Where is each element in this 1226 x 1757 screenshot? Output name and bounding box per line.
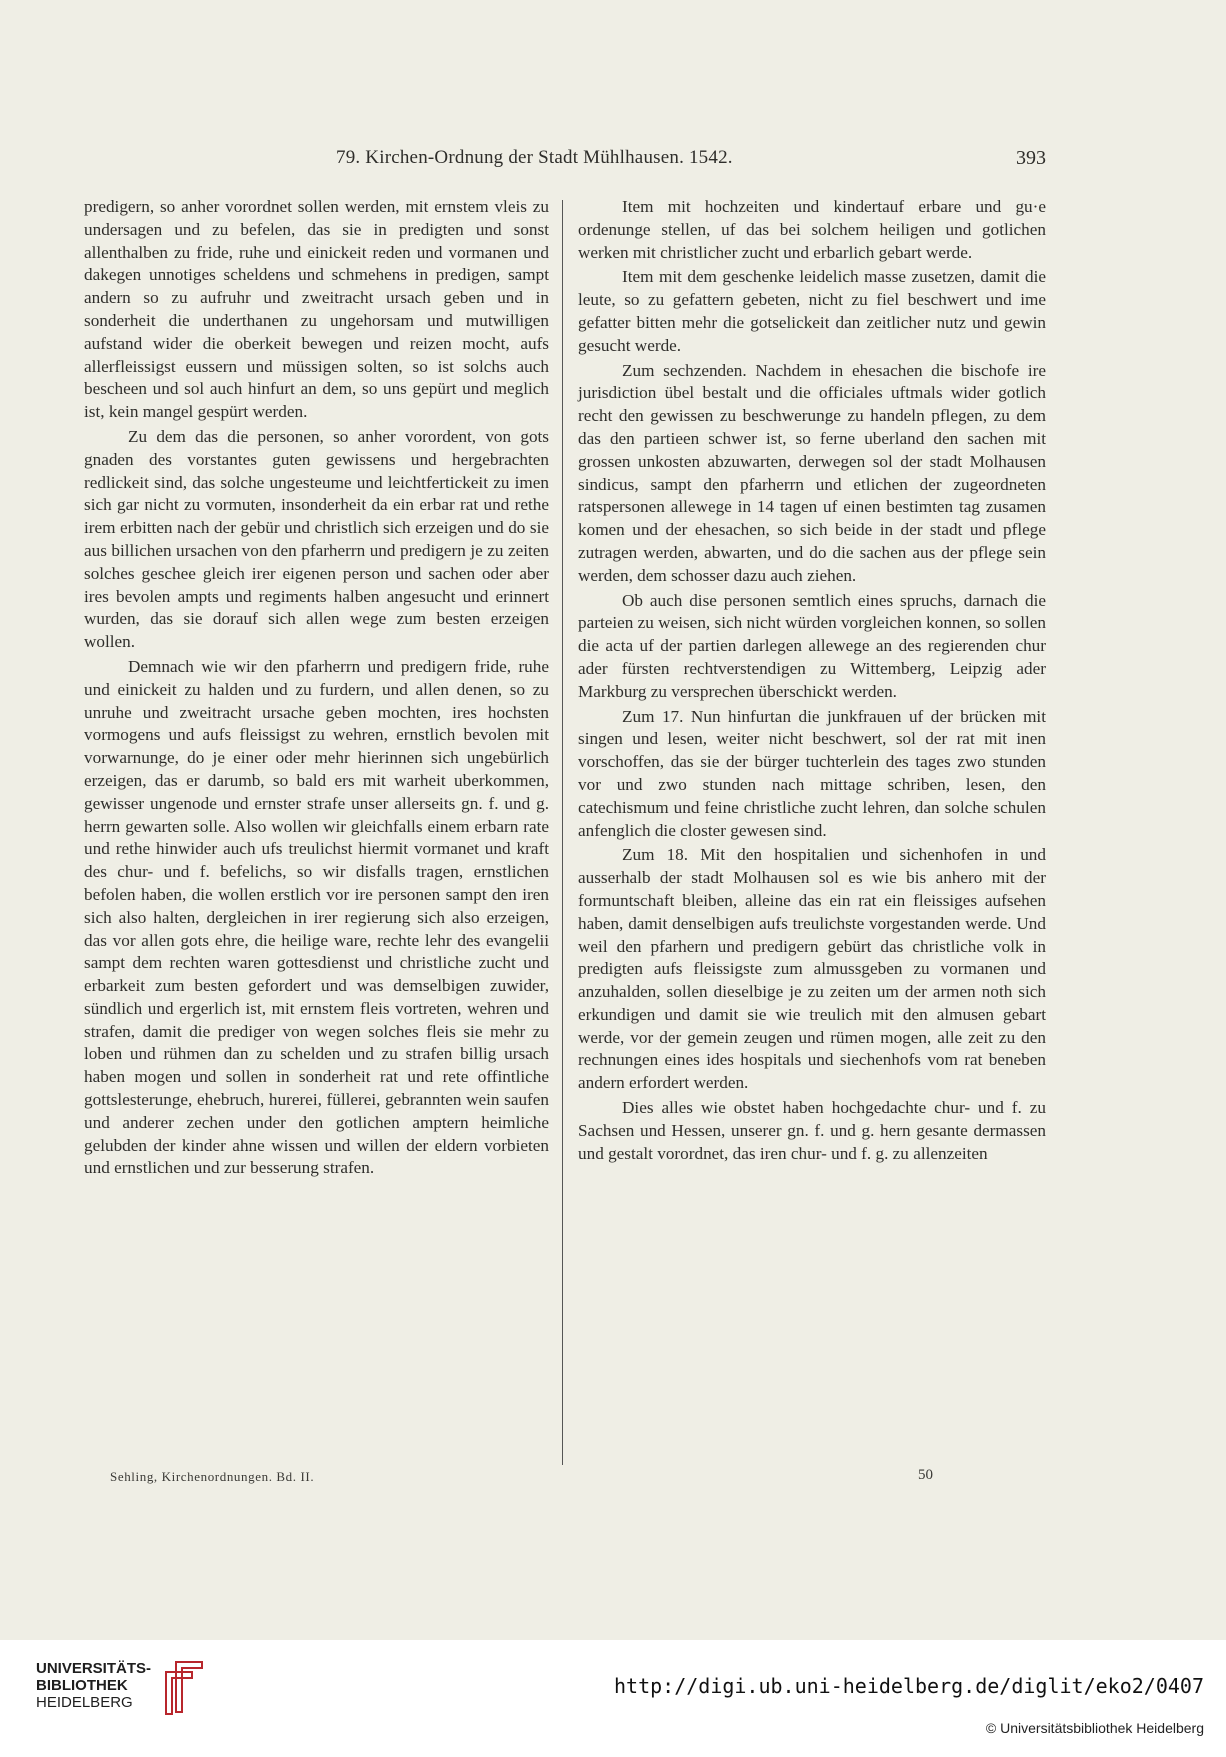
paragraph: Zum 17. Nun hinfurtan die junkfrauen uf der brücken mit singen und lesen, weiter nicht beschwert, sol der rat mit inen vorschoffen, das sie der bürger tuchterlein des tages zwo stunden vor und zwo stunden nach mittage schriben, lesen, den catechismum und feine christliche zucht lehren, dan solche schulen anfenglich die closter gewesen sind. bbox=[578, 706, 1046, 840]
logo-line: UNIVERSITÄTS- bbox=[36, 1660, 152, 1677]
footnote: Sehling, Kirchenordnungen. Bd. II. bbox=[110, 1469, 315, 1484]
paragraph: Zu dem das die personen, so anher vorordent, von gots gnaden des vorstantes guten gewissens und hergebrachten redlickeit sind, das solche ungesteume und leichtfertickeit zu imen sich gar nicht zu vormuten, insonderheit da ein erbar rat und rethe irem erbitten nach der gebür und christlich sich erzeigen und do sie aus billichen ursachen von den pfarherrn und predigern je zu zeiten solches geschee gleich irer eigenen person und sachen oder aber ires bevolen ampts und regiments halben angesucht und erinnert wurden, das sie dorauf sich allen wege zum besten erzeigen wollen. bbox=[84, 426, 549, 652]
library-emblem-icon bbox=[156, 1658, 208, 1716]
paragraph: Demnach wie wir den pfarherrn und predigern fride, ruhe und einickeit zu halden und zu furdern, und allen denen, so zu unruhe und zweitracht ursache geben mochten, ires hochsten vormogens und aufs fleissigst zu wehren, ernstlich bevolen mit vorwarnunge, do je einer oder mehr hierinnen sich ungebürlich erzeigen, das er darumb, so bald ers mit warheit uberkommen, gewisser ungenode und ernster strafe unser allerseits gn. f. und g. herrn gewarten solle. Also wollen wir gleichfalls einem erbarn rate und rethe hinwider auch ufs treulichst hiermit vormanet und kraft des chur- und f. befelichs, so wir disfalls tragen, ernstlichen befolen haben, die wollen erstlich vor ire personen sampt den iren sich also halten, dergleichen in irer regierung sich also erzeigen, das vor allen gots ehre, die heilige ware, rechte lehr des evangelii sampt dem rechten waren gottesdienst und christliche zucht und erbarkeit zum besten gefordert und was demselbigen zuwider, sündlich und ergerlich ist, mit ernstem fleis vortreten, wehren und strafen, damit die prediger von wegen solches fleis sie mehr zu loben und rühmen dan zu schelden und zu strafen billig ursach haben mogen und sollen in sonderheit rat und rete offintliche gottslesterunge, ehebruch, hurerei, füllerei, gebrannten wein saufen und anderer zechen under den gotlichen amptern heimliche gelubden der kinder ahne wissen und willen der eldern vorbieten und ernstlichen und zur besserung strafen. bbox=[84, 656, 549, 1178]
paragraph: Item mit hochzeiten und kindertauf erbare und gu·e ordenunge stellen, uf das bei solchem heiligen und gotlichen werken mit christlicher zucht und erbarlich gebart werde. bbox=[578, 197, 1046, 262]
paragraph: Zum 18. Mit den hospitalien und sichenhofen in und ausserhalb der stadt Molhausen sol es wie bis anhero mit der formuntschaft bleiben, alleine das ein rat ein fleissiges aufsehen haben, damit denselbigen aufs treulichste vorgestanden werde. Und weil den pfarhern und predigern gebürt das christliche volk in predigten aufs fleissigste zum almussgeben zu vormanen und anzuhalden, sollen dieselbige je zu zeiten um der armen noth sich erkundigen und damit sie wie treulich mit den almusen gebart werde, vor der gemein zeugen und rümen mogen, alle zeit zu den rechnungen eines ides hospitals und siechenhofs vom rat beneben andern erfordert werden. bbox=[578, 845, 1046, 1093]
page-number: 393 bbox=[1016, 147, 1046, 169]
library-logo[interactable] bbox=[36, 1660, 151, 1712]
right-column bbox=[578, 196, 1046, 1167]
column-divider bbox=[562, 200, 563, 1465]
paragraph: predigern, so anher vorordnet sollen werden, mit ernstem vleis zu undersagen und zu befelen, das sie in predigten und sonst allenthalben zu fride, ruhe und einickeit reden und vormanen und dakegen unnotiges scheldens und schmehens in predigen, sampt andern so zu aufruhr und zweitracht ursach geben und in sonderheit die underthanen zu ungehorsam und mutwilligen aufstand wider die oberkeit bewegen und reizen mocht, aufs allerfleissigst eussern und müssigen solten, so ist solchs auch bescheen und sol auch hinfurt an dem, so uns gepürt und meglich ist, kein mangel gespürt werden. bbox=[84, 197, 549, 422]
viewer-footer bbox=[0, 1640, 1226, 1757]
running-header bbox=[84, 147, 1050, 175]
header-title: 79. Kirchen-Ordnung der Stadt Mühlhausen. 1542. bbox=[336, 147, 733, 168]
logo-line: HEIDELBERG bbox=[36, 1694, 133, 1711]
paragraph: Dies alles wie obstet haben hochgedachte chur- und f. zu Sachsen und Hessen, unserer gn. f. und g. hern gesante dermassen und gestalt vorordnet, das iren chur- und f. g. zu allenzeiten bbox=[578, 1098, 1046, 1163]
paragraph: Zum sechzenden. Nachdem in ehesachen die bischofe ire jurisdiction übel bestalt und die officiales uftmals wider gotlich recht den gewissen zu beschwerunge zu handeln pflegen, zu dem das den partieen schwer ist, so ferne uberland den sachen mit grossen unkosten abzuwarten, derwegen sol der stadt Molhausen sindicus, sampt den pfarherrn und etlichen der zugeordneten ratspersonen allewege in 14 tagen uf einen bestimten tag zusamen komen und der ehesachen, so sich beide in der stadt und pflege zutragen werden, abwarten, und do die sachen aus der pflege sein werden, dem schosser dazu auch ziehen. bbox=[578, 360, 1046, 585]
paragraph: Item mit dem geschenke leidelich masse zusetzen, damit die leute, so zu gefattern gebeten, nicht zu fiel beschwert und ime gefatter bitten mehr die gotselickeit dan zeitlicher nutz und gewin gesucht werde. bbox=[578, 267, 1046, 355]
permalink-url[interactable]: http://digi.ub.uni-heidelberg.de/diglit/eko2/0407 bbox=[613, 1674, 1204, 1698]
left-column bbox=[84, 196, 549, 1182]
logo-line: BIBLIOTHEK bbox=[36, 1677, 128, 1694]
signature-mark: 50 bbox=[918, 1467, 933, 1483]
copyright-notice: © Universitätsbibliothek Heidelberg bbox=[985, 1720, 1204, 1736]
paragraph: Ob auch dise personen semtlich eines spruchs, darnach die parteien zu weisen, sich nicht würden vorgleichen konnen, so sollen die acta uf der partien darlegen allewege an des regierenden chur ader fürsten rechtverstendigen zu Wittemberg, Leipzig ader Markburg zu versprechen überschickt werden. bbox=[578, 590, 1046, 701]
